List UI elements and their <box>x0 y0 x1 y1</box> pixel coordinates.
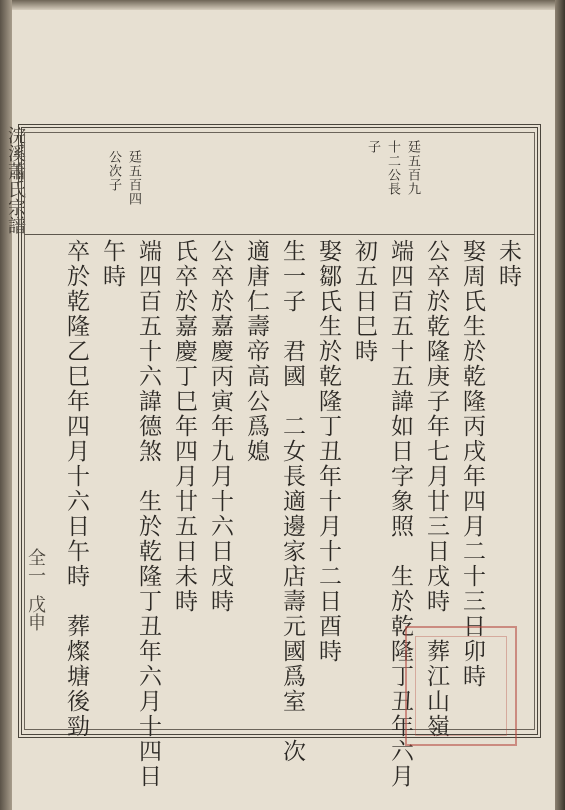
text-column-6: 娶鄒氏生於乾隆丁丑年十月十二日酉時 <box>315 239 341 664</box>
text-column-13: 卒於乾隆乙巳年四月十六日午時 葬燦塘後勁 <box>63 239 89 739</box>
spine-label: 浣溪蕭氏宗譜 <box>5 126 26 234</box>
page-right-edge <box>555 0 565 810</box>
text-column-7: 生一子 君國 二女長適邊家店壽元國爲室 次 <box>279 239 305 764</box>
headnote-line-5: 公次子 <box>106 150 121 192</box>
page-left-edge <box>0 0 12 810</box>
text-column-2: 娶周氏生於乾隆丙戌年四月二十三日卯時 <box>459 239 485 689</box>
text-column-8: 適唐仁壽帝高公爲媳 <box>243 239 269 464</box>
headnote-line-1: 廷五百九 <box>405 140 420 196</box>
text-column-1: 未時 <box>495 239 521 289</box>
text-column-11: 端四百五十六諱德煞 生於乾隆丁丑年六月十四日 <box>135 239 161 789</box>
page-top-edge <box>0 0 565 10</box>
headnote-line-4: 廷五百四 <box>126 150 141 206</box>
text-column-12: 午時 <box>99 239 125 289</box>
footer-code: 戊申 <box>25 595 46 631</box>
headnote-line-3: 子 <box>365 140 380 154</box>
text-column-3: 公卒於乾隆庚子年七月廿三日戌時 葬江山嶺 <box>423 239 449 739</box>
text-column-4: 端四百五十五諱如日字象照 生於乾隆丁丑年六月 <box>387 239 413 789</box>
red-seal-stamp <box>405 626 517 746</box>
text-column-10: 氏卒於嘉慶丁巳年四月廿五日未時 <box>171 239 197 614</box>
text-column-9: 公卒於嘉慶丙寅年九月十六日戌時 <box>207 239 233 614</box>
headnote-divider <box>24 234 535 235</box>
footer-left-marker: 全一 <box>25 548 46 584</box>
text-column-5: 初五日巳時 <box>351 239 377 364</box>
headnote-line-2: 十二公長 <box>385 140 400 196</box>
